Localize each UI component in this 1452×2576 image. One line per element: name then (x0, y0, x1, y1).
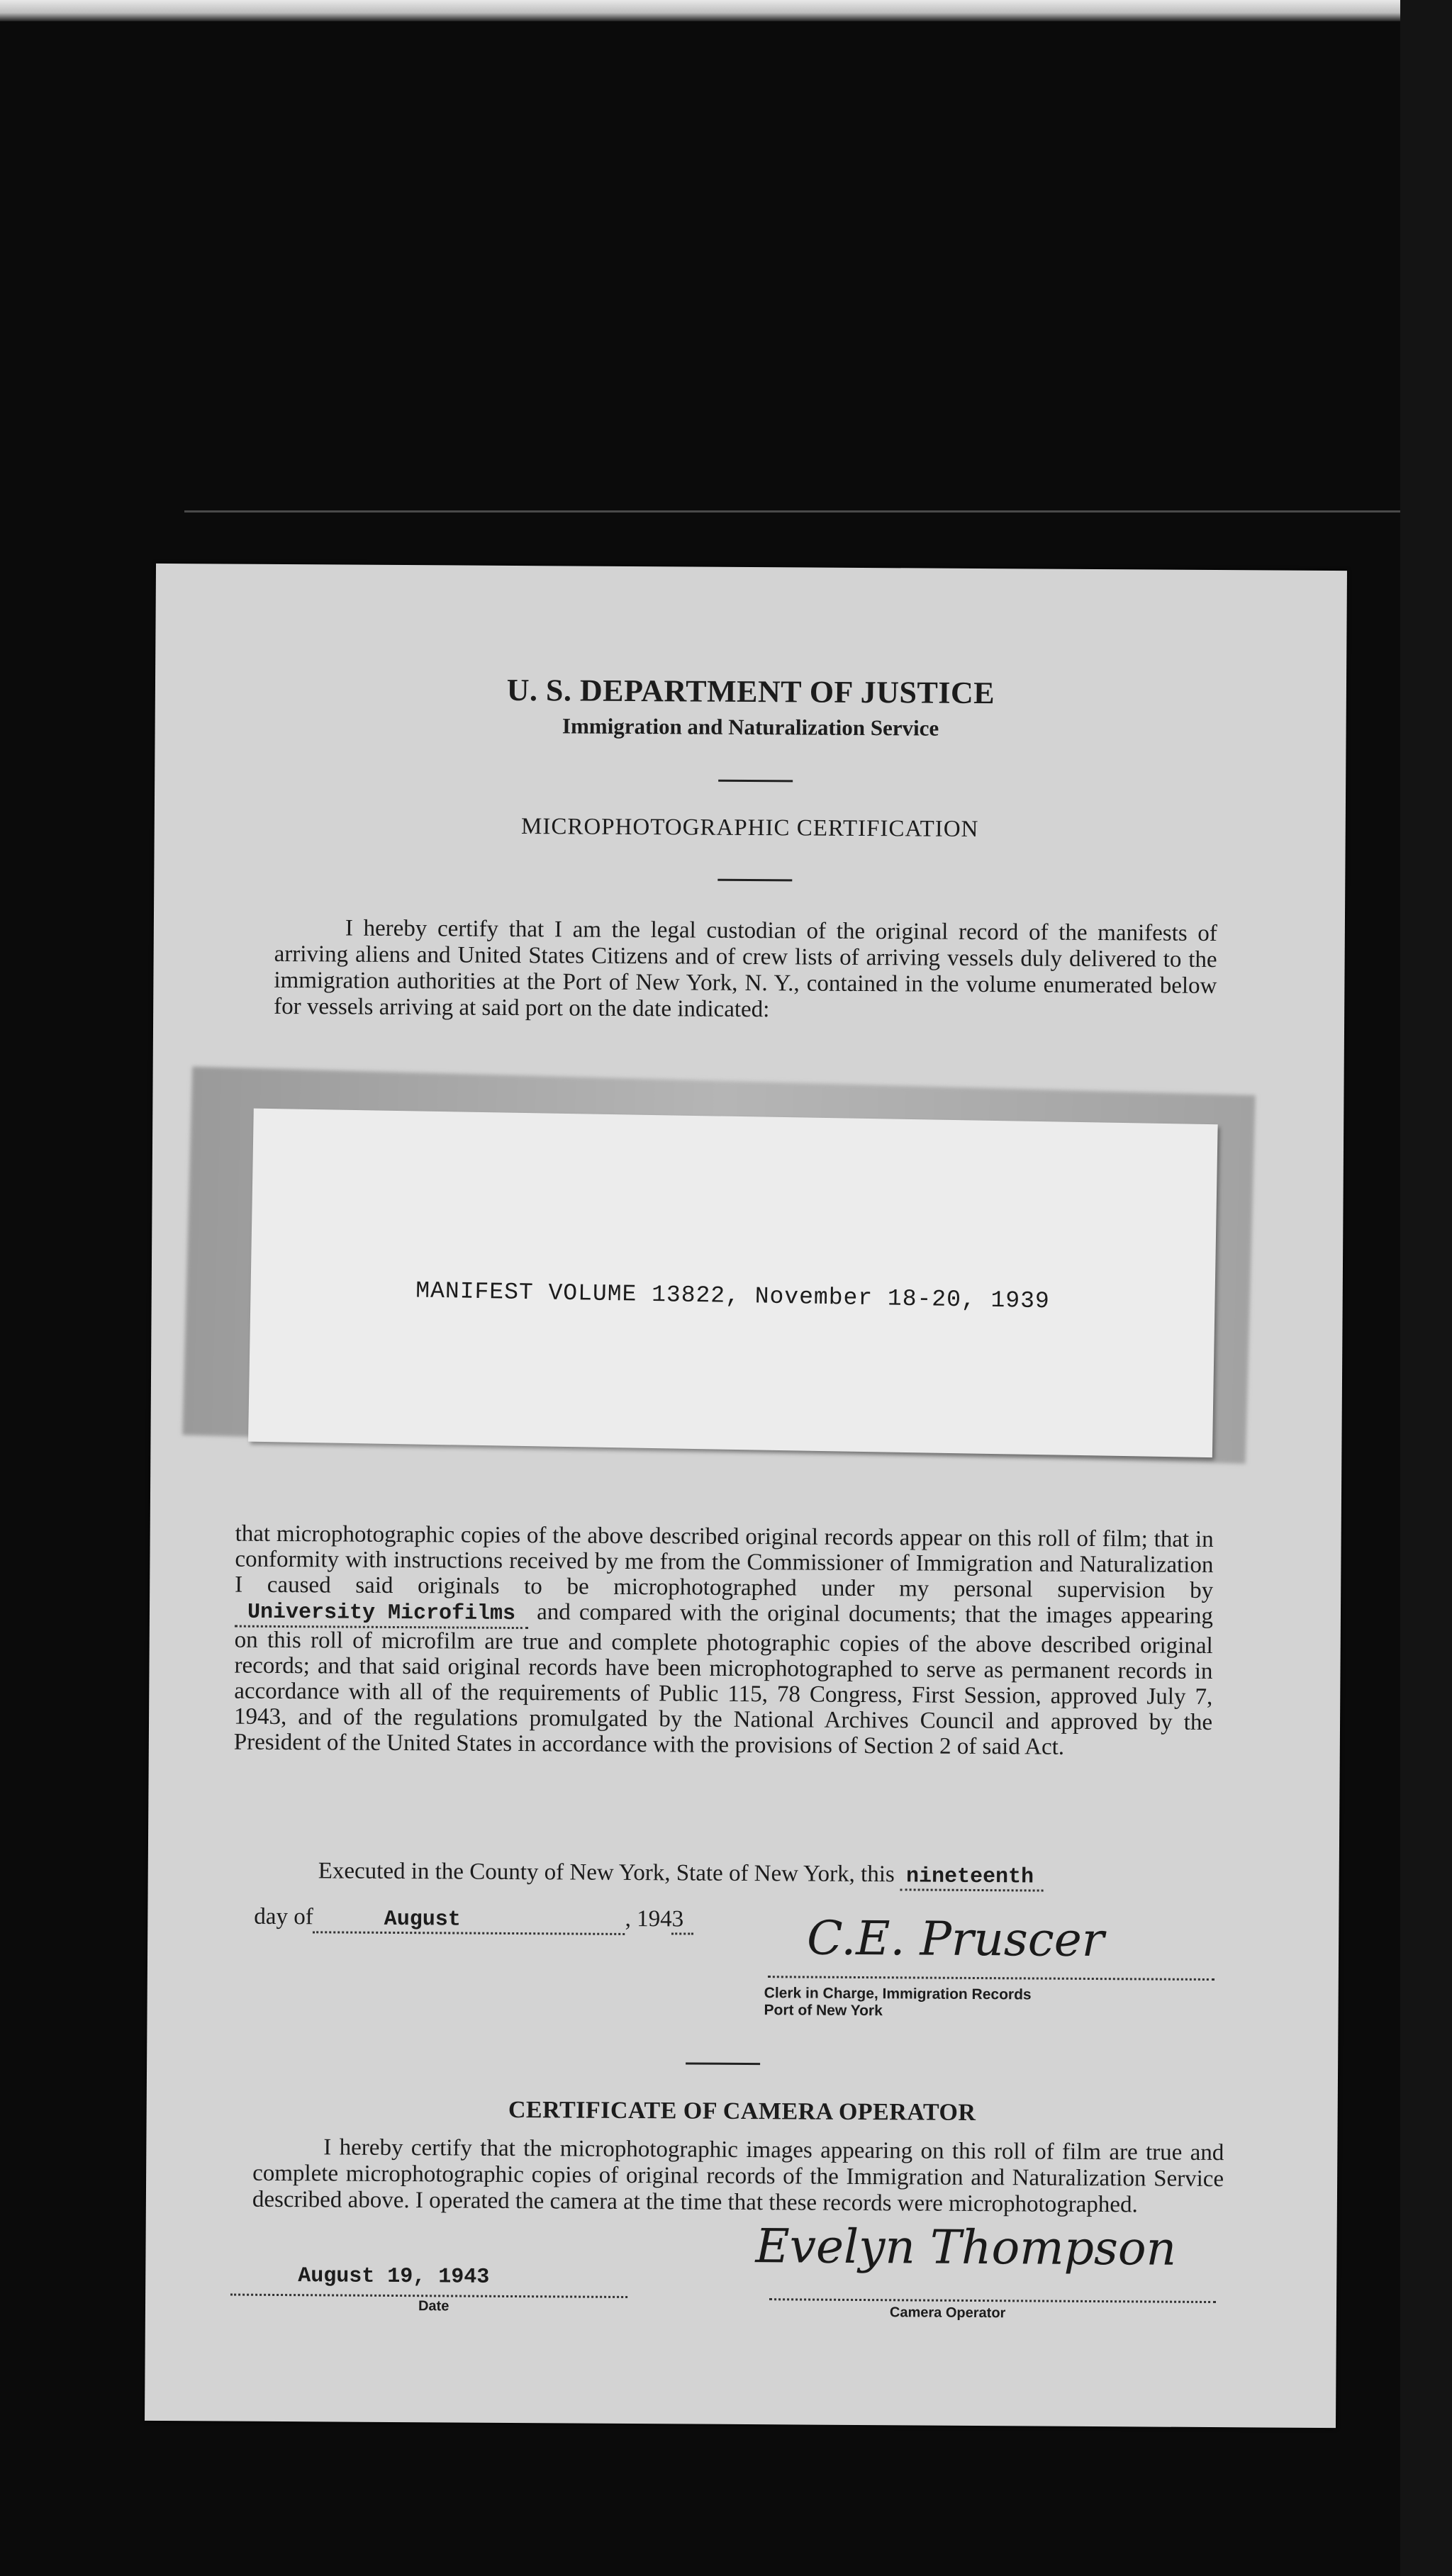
certification-body (234, 1521, 1214, 1761)
divider-1 (718, 780, 793, 783)
camera-certificate-title: CERTIFICATE OF CAMERA OPERATOR (508, 2096, 976, 2126)
photographer-field (235, 1598, 528, 1630)
clerk-signature-text: C.E. Pruscer (806, 1910, 1105, 1968)
photographer-value: University Microfilms (247, 1600, 516, 1627)
manifest-volume-text: MANIFEST VOLUME 13822, November 18-20, 1939 (415, 1277, 1051, 1315)
date-value: August 19, 1943 (298, 2264, 490, 2290)
day-field (900, 1861, 1044, 1891)
certification-title: MICROPHOTOGRAPHIC CERTIFICATION (520, 814, 979, 842)
clerk-title-line1: Clerk in Charge, Immigration Records (764, 1985, 1032, 2003)
clerk-title-line2: Port of New York (764, 2002, 883, 2020)
film-edge-right (1400, 0, 1452, 2576)
execution-line (318, 1858, 1240, 1893)
date-label: Date (418, 2298, 449, 2314)
body-part-1: that microphotographic copies of the above described original records appear on this roll of film; that in conformity with instructions received by me from the Commissioner of Immigration and Naturalization I caused said originals to be microphotographed under my personal supervision by (235, 1521, 1214, 1604)
year-field (672, 1906, 694, 1934)
camera-operator-label: Camera Operator (889, 2305, 1006, 2322)
month-value: August (384, 1907, 461, 1932)
execution-text: Executed in the County of New York, State of New York, this (318, 1858, 895, 1888)
certificate-page (145, 564, 1347, 2428)
clerk-title (764, 1985, 1031, 2020)
service-subtitle: Immigration and Naturalization Service (562, 713, 939, 741)
day-value: nineteenth (905, 1864, 1034, 1890)
month-field (313, 1904, 625, 1935)
divider-3 (686, 2062, 760, 2065)
clerk-signature (807, 1911, 1105, 1968)
year-digit: 3 (671, 1906, 684, 1932)
operator-signature-text: Evelyn Thompson (755, 2219, 1177, 2276)
operator-signature-line (769, 2297, 1216, 2303)
film-frame-line (184, 510, 1425, 513)
body-part-2: and compared with the original documents; that the images appearing on this roll of microfilm are true and complete photographic copies of the above described original records; and that said original records have been microphotographed to serve as permanent records in accordance with all of the requirements of Public 115, 78 Congress, First Session, approved July 7, 1943, and of the regulations promulgated by the National Archives Council and approved by the President of the United States in accordance with the provisions of Section 2 of said Act. (233, 1599, 1214, 1760)
volume-slip (248, 1109, 1218, 1457)
day-of-label: day of (254, 1903, 313, 1930)
month-year-line (254, 1904, 892, 1937)
operator-signature (755, 2219, 1176, 2276)
year-prefix: , 194 (625, 1905, 672, 1932)
intro-paragraph: I hereby certify that I am the legal custodian of the original record of the manifests of arriving aliens and United States Citizens and of crew lists of arriving vessels duly delivered to the immigration authorities at the Port of New York, N. Y., contained in the volume enumerated below for vessels arriving at said port on the date indicated: (274, 915, 1217, 1023)
department-title: U. S. DEPARTMENT OF JUSTICE (506, 672, 995, 711)
film-edge-top (0, 0, 1418, 21)
clerk-signature-line (768, 1974, 1214, 1981)
divider-2 (717, 879, 792, 882)
camera-certificate-text: I hereby certify that the microphotographic images appearing on this roll of film are true and complete microphotographic copies of original records of the Immigration and Naturalization Service described above. I operated the camera at the time that these records were microphotographed. (252, 2134, 1224, 2218)
